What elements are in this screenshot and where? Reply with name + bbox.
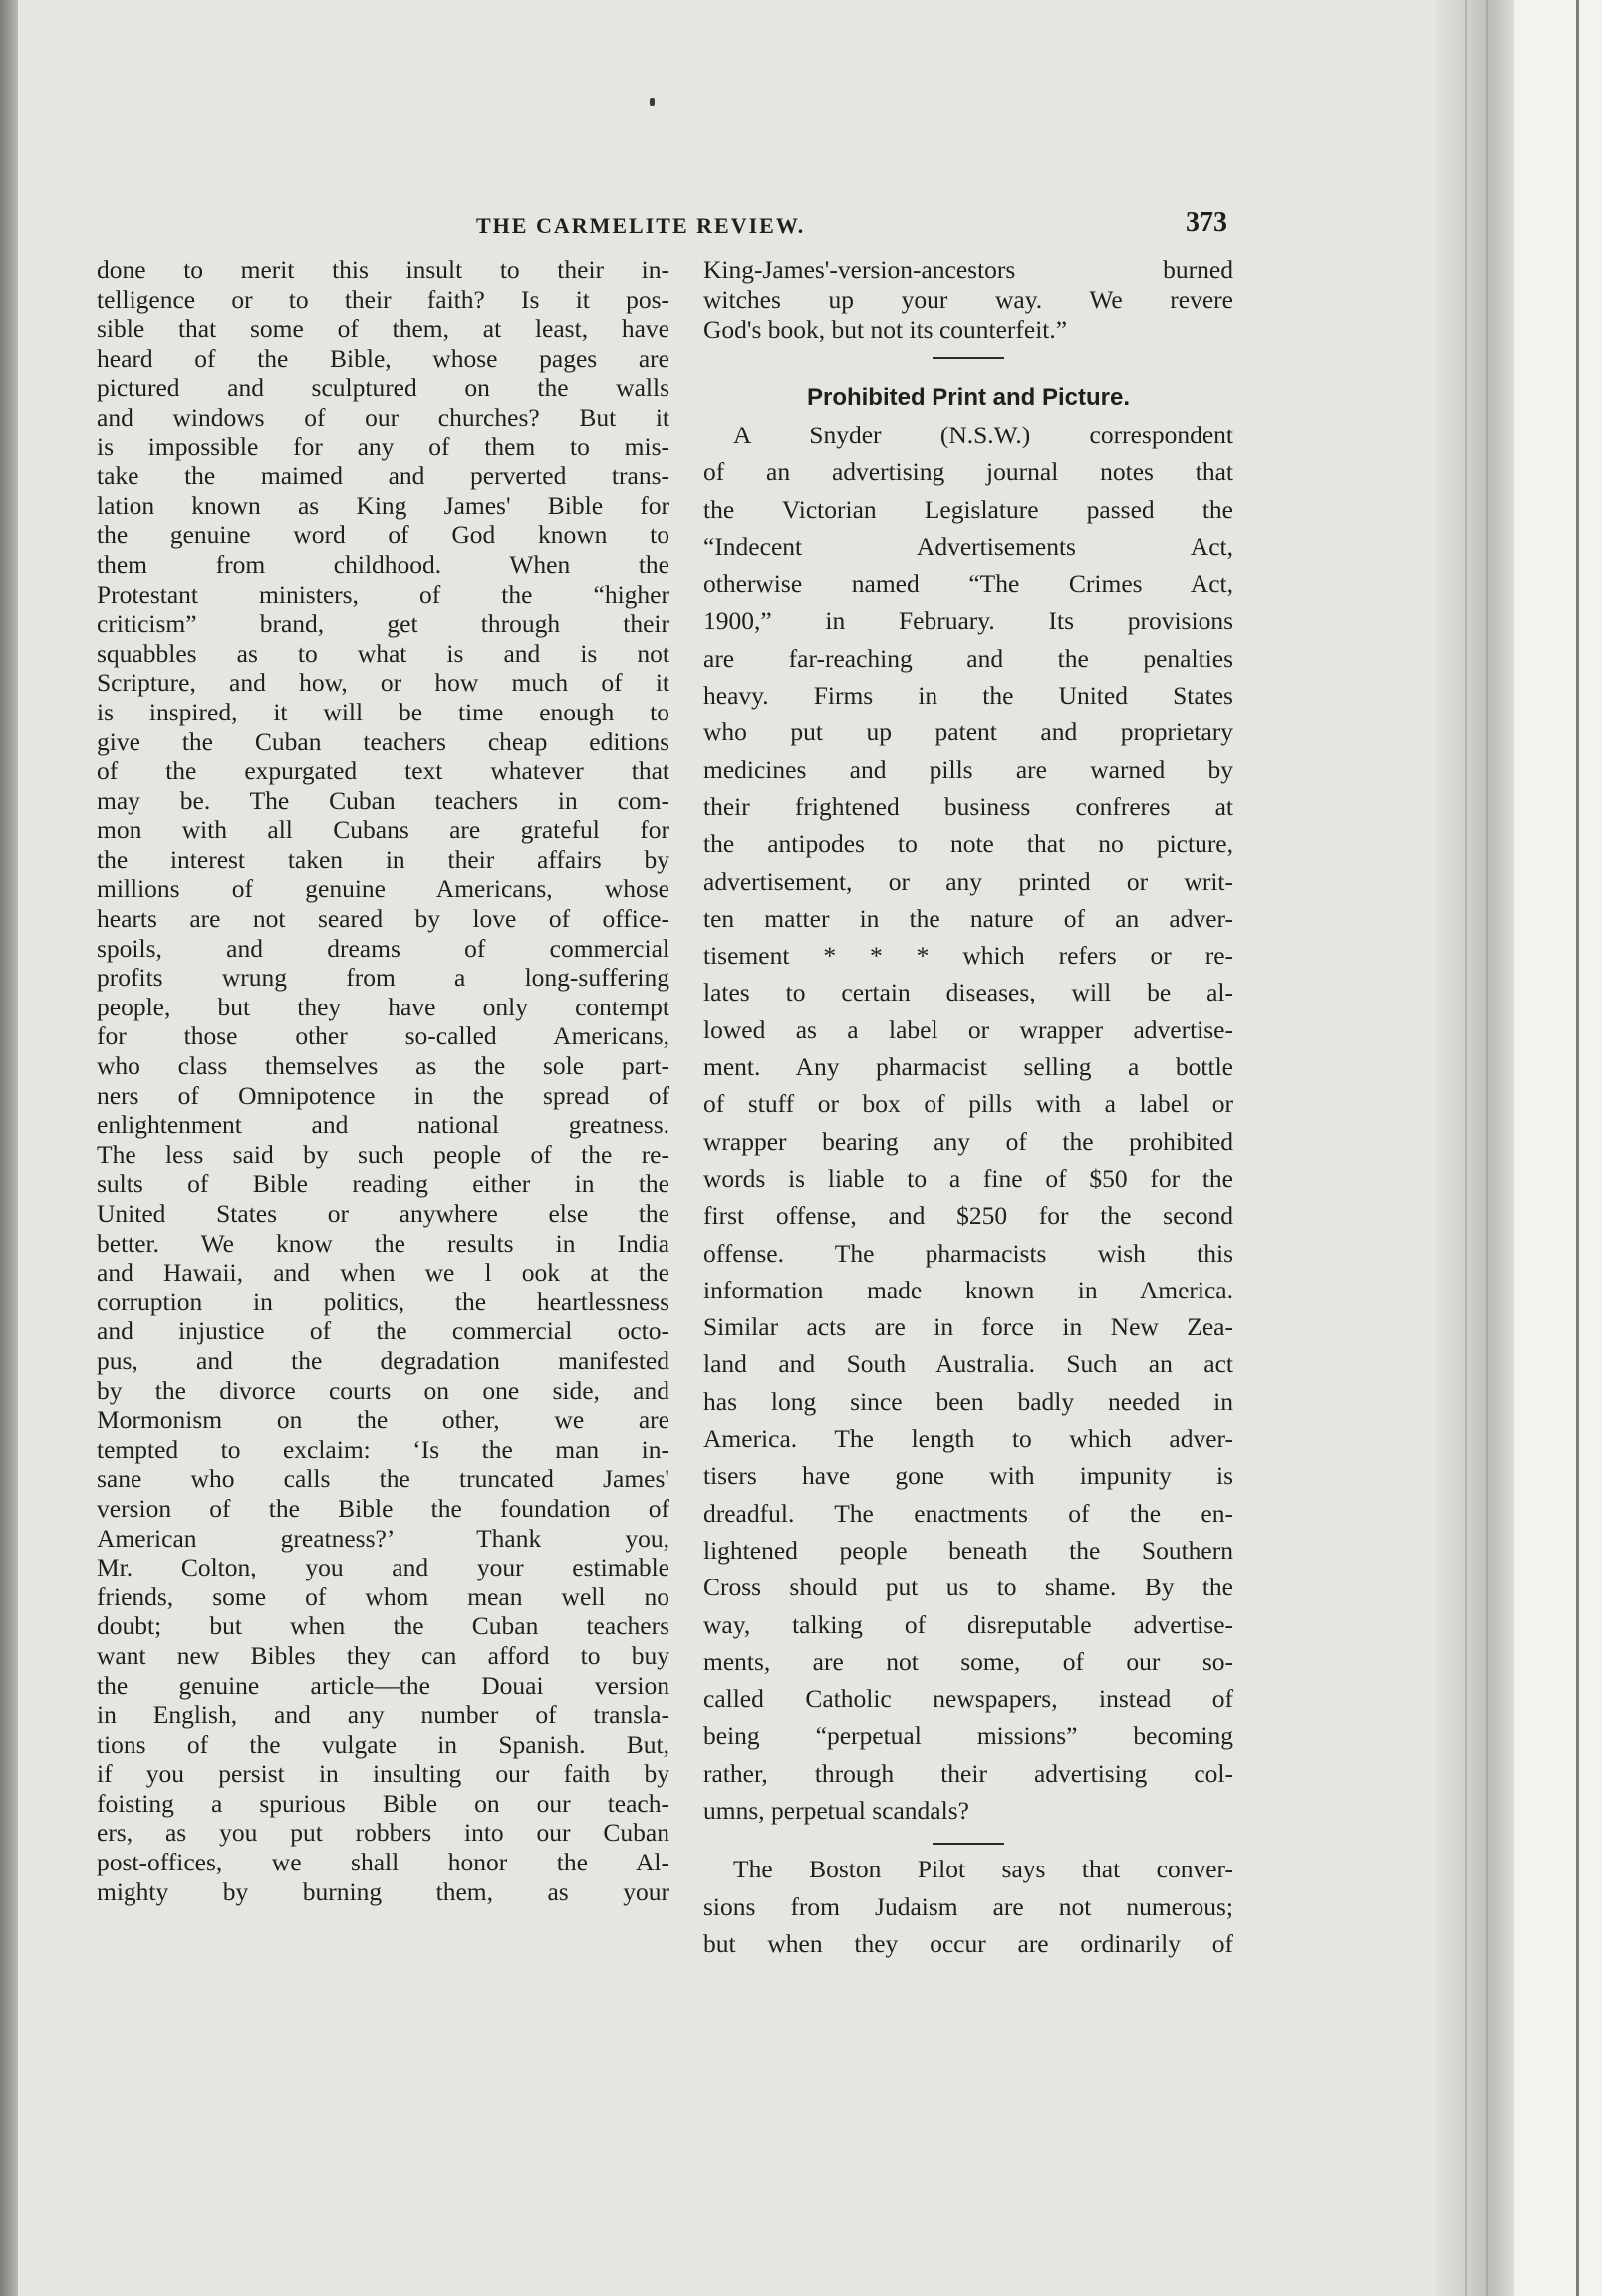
text-line: doubt; but when the Cuban teachers [97, 1611, 669, 1641]
text-line: sults of Bible reading either in the [97, 1169, 669, 1199]
text-line: millions of genuine Americans, whose [97, 874, 669, 904]
continued-paragraph [703, 255, 1233, 345]
text-line: profits wrung from a long-suffering [97, 963, 669, 993]
text-line: version of the Bible the foundation of [97, 1493, 669, 1523]
text-line: of an advertising journal notes that [703, 457, 1233, 487]
text-line: The Boston Pilot says that conver- [733, 1855, 1233, 1884]
text-line: if you persist in insulting our faith by [97, 1759, 669, 1789]
text-line: squabbles as to what is and is not [97, 638, 669, 668]
text-line: the Victorian Legislature passed the [703, 494, 1233, 524]
text-line: words is liable to a fine of $50 for the [703, 1163, 1233, 1193]
left-column [97, 255, 669, 1906]
running-header [98, 207, 1227, 247]
text-line: information made known in America. [703, 1275, 1233, 1304]
text-line: ten matter in the nature of an adver- [703, 903, 1233, 933]
text-line: way, talking of disreputable advertise- [703, 1609, 1233, 1639]
text-line: pictured and sculptured on the walls [97, 373, 669, 403]
text-line: sible that some of them, at least, have [97, 314, 669, 344]
text-line: spoils, and dreams of commercial [97, 933, 669, 963]
text-line: tions of the vulgate in Spanish. But, [97, 1729, 669, 1759]
text-line: done to merit this insult to their in- [97, 255, 669, 284]
text-line: better. We know the results in India [97, 1228, 669, 1258]
text-line: called Catholic newspapers, instead of [703, 1684, 1233, 1714]
text-line: is impossible for any of them to mis- [97, 431, 669, 461]
text-line: God's book, but not its counterfeit.” [703, 315, 1068, 344]
text-line: in English, and any number of transla- [97, 1700, 669, 1730]
running-title: THE CARMELITE REVIEW. [476, 213, 806, 238]
text-line: witches up your way. We revere [703, 285, 1233, 314]
text-line: tisement * * * which refers or re- [703, 941, 1233, 971]
text-line: and windows of our churches? But it [97, 402, 669, 431]
ink-speck [650, 98, 655, 106]
page-edge-line [1576, 0, 1579, 2296]
page-number: 373 [1186, 207, 1227, 238]
next-page-edge [1514, 0, 1602, 2296]
text-line: America. The length to which adver- [703, 1424, 1233, 1454]
book-gutter [1435, 0, 1514, 2296]
text-line: of the expurgated text whatever that [97, 756, 669, 786]
text-line: lation known as King James' Bible for [97, 490, 669, 520]
text-line: “Indecent Advertisements Act, [703, 531, 1233, 561]
text-line: post-offices, we shall honor the Al- [97, 1848, 669, 1877]
text-line: them from childhood. When the [97, 549, 669, 579]
text-line: Cross should put us to shame. By the [703, 1573, 1233, 1602]
text-line: give the Cuban teachers cheap editions [97, 726, 669, 756]
text-line: otherwise named “The Crimes Act, [703, 569, 1233, 599]
text-line: Mr. Colton, you and your estimable [97, 1553, 669, 1582]
text-line: ment. Any pharmacist selling a bottle [703, 1052, 1233, 1082]
text-line: Protestant ministers, of the “higher [97, 579, 669, 609]
text-line: of stuff or box of pills with a label or [703, 1089, 1233, 1119]
text-line: the genuine word of God known to [97, 520, 669, 550]
text-line: being “perpetual missions” becoming [703, 1721, 1233, 1751]
text-line: rather, through their advertising col- [703, 1758, 1233, 1788]
text-line: ments, are not some, of our so- [703, 1646, 1233, 1676]
text-line: Similar acts are in force in New Zea- [703, 1312, 1233, 1342]
text-line: sane who calls the truncated James' [97, 1464, 669, 1494]
text-line: dreadful. The enactments of the en- [703, 1498, 1233, 1528]
gutter-line [1486, 0, 1488, 2296]
text-line: has long since been badly needed in [703, 1386, 1233, 1416]
text-line: land and South Australia. Such an act [703, 1349, 1233, 1379]
text-line: and injustice of the commercial octo- [97, 1316, 669, 1346]
gutter-line [1465, 0, 1467, 2296]
text-line: by the divorce courts on one side, and [97, 1375, 669, 1405]
text-line: take the maimed and perverted trans- [97, 461, 669, 491]
text-line: friends, some of whom mean well no [97, 1581, 669, 1611]
text-line: enlightenment and national greatness. [97, 1110, 669, 1140]
final-paragraph [703, 1851, 1233, 1962]
text-line: hearts are not seared by love of office- [97, 904, 669, 934]
right-column [703, 255, 1233, 1962]
text-line: tempted to exclaim: ‘Is the man in- [97, 1434, 669, 1464]
text-line: foisting a spurious Bible on our teach- [97, 1788, 669, 1818]
section-paragraph [703, 417, 1233, 1829]
text-line: corruption in politics, the heartlessness [97, 1287, 669, 1316]
text-line: and Hawaii, and when we l ook at the [97, 1258, 669, 1288]
text-line: may be. The Cuban teachers in com- [97, 785, 669, 815]
text-line: tisers have gone with impunity is [703, 1461, 1233, 1491]
text-line: is inspired, it will be time enough to [97, 697, 669, 726]
text-line: medicines and pills are warned by [703, 754, 1233, 784]
text-line: mon with all Cubans are grateful for [97, 815, 669, 845]
text-line: people, but they have only contempt [97, 992, 669, 1021]
text-line: ers, as you put robbers into our Cuban [97, 1818, 669, 1848]
text-line: are far-reaching and the penalties [703, 643, 1233, 673]
text-line: lowed as a label or wrapper advertise- [703, 1014, 1233, 1044]
text-line: mighty by burning them, as your [97, 1876, 669, 1906]
text-line: heard of the Bible, whose pages are [97, 343, 669, 373]
text-line: telligence or to their faith? Is it pos- [97, 284, 669, 314]
text-line: who put up patent and proprietary [703, 718, 1233, 747]
text-line: advertisement, or any printed or writ- [703, 866, 1233, 896]
text-line: A Snyder (N.S.W.) correspondent [733, 421, 1233, 449]
text-line: 1900,” in February. Its provisions [703, 606, 1233, 636]
text-line: heavy. Firms in the United States [703, 681, 1233, 711]
section-rule [933, 357, 1004, 359]
section-rule [933, 1843, 1004, 1845]
text-line: umns, perpetual scandals? [703, 1795, 969, 1825]
text-line: King-James'-version-ancestors burned [703, 255, 1233, 284]
text-line: first offense, and $250 for the second [703, 1201, 1233, 1231]
text-line: sions from Judaism are not numerous; [703, 1891, 1233, 1921]
text-line: offense. The pharmacists wish this [703, 1238, 1233, 1268]
text-line: the genuine article—the Douai version [97, 1670, 669, 1700]
text-line: criticism” brand, get through their [97, 609, 669, 639]
text-line: the antipodes to note that no picture, [703, 829, 1233, 859]
text-line: the interest taken in their affairs by [97, 844, 669, 874]
text-line: Scripture, and how, or how much of it [97, 668, 669, 698]
text-line: lightened people beneath the Southern [703, 1535, 1233, 1565]
text-line: lates to certain diseases, will be al- [703, 978, 1233, 1007]
text-line: who class themselves as the sole part- [97, 1051, 669, 1081]
section-heading: Prohibited Print and Picture. [806, 384, 1131, 411]
text-line: The less said by such people of the re- [97, 1139, 669, 1169]
text-line: pus, and the degradation manifested [97, 1345, 669, 1375]
scan-left-edge [0, 0, 18, 2296]
text-line: for those other so-called Americans, [97, 1021, 669, 1051]
text-line: Mormonism on the other, we are [97, 1405, 669, 1435]
text-line: ners of Omnipotence in the spread of [97, 1080, 669, 1110]
text-line: United States or anywhere else the [97, 1199, 669, 1228]
text-line: American greatness?’ Thank you, [97, 1523, 669, 1553]
text-line: wrapper bearing any of the prohibited [703, 1126, 1233, 1156]
text-line: their frightened business confreres at [703, 791, 1233, 821]
text-line: but when they occur are ordinarily of [703, 1928, 1233, 1958]
text-line: want new Bibles they can afford to buy [97, 1640, 669, 1670]
